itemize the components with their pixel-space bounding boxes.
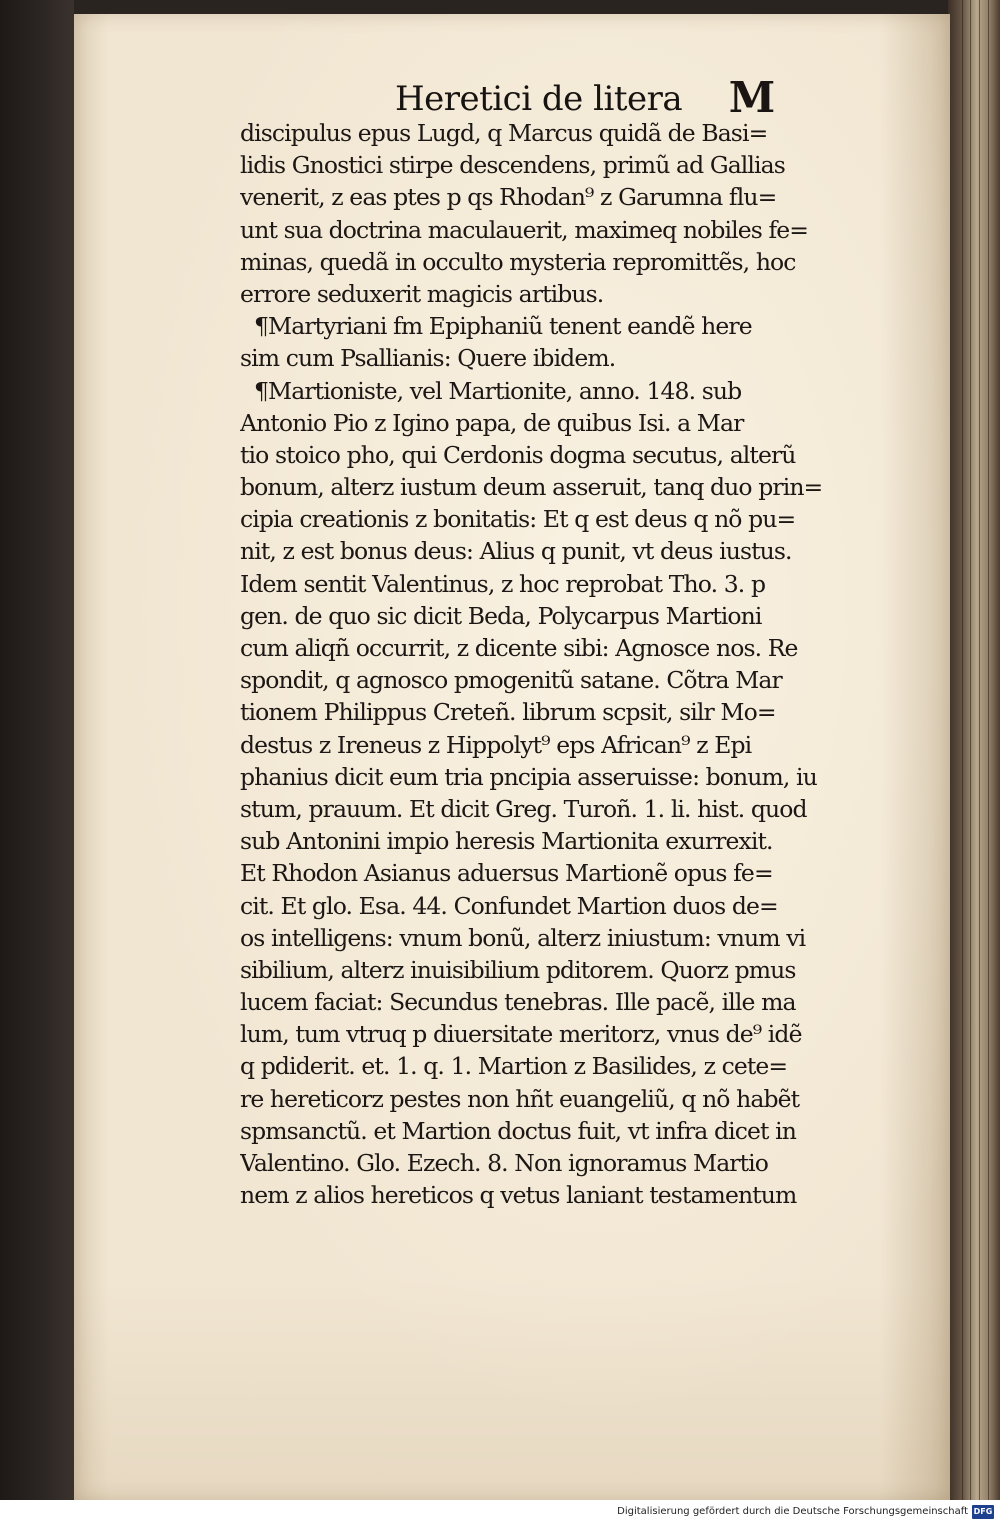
text-line: lidis Gnostici stirpe descendens, primũ ad Gallias [240,151,785,180]
text-line: Antonio Pio z Igino papa, de quibus Isi. a Mar [240,408,744,437]
text-line: destus z Ireneus z Hippolyt⁹ eps African⁹ z Epi [240,730,752,759]
funding-footer [0,1500,1000,1524]
text-line: Valentino. Glo. Ezech. 8. Non ignoramus Martio [240,1149,769,1177]
page-edge-line [979,0,980,1500]
text-line: nem z alios hereticos q vetus laniant testamentum [240,1181,797,1210]
book-spine-shadow [0,0,74,1500]
text-line: stum, prauum. Et dicit Greg. Turoñ. 1. li. hist. quod [240,794,807,823]
text-line: cit. Et glo. Esa. 44. Confundet Martion duos de= [240,891,778,920]
text-line: os intelligens: vnum bonũ, alterz iniustum: vnum vi [240,923,806,952]
text-line: Et Rhodon Asianus aduersus Martionẽ opus fe= [240,859,773,888]
text-line: bonum, alterz iustum deum asseruit, tanq duo prin= [240,473,823,502]
text-line: ¶Martyriani fm Epiphaniũ tenent eandẽ here [254,312,752,341]
page-edge-line [988,0,989,1500]
text-line: ¶Martioniste, vel Martionite, anno. 148. sub [254,376,742,405]
funding-notice: Digitalisierung gefördert durch die Deutsche Forschungsgemeinschaft [617,1506,968,1517]
text-line: cum aliqñ occurrit, z dicente sibi: Agnosce nos. Re [240,634,798,662]
text-line: discipulus epus Lugd, q Marcus quidã de Basi= [240,119,768,147]
text-line: tio stoico pho, qui Cerdonis dogma secutus, alterũ [240,440,796,469]
text-line: spmsanctũ. et Martion doctus fuit, vt infra dicet in [240,1116,796,1145]
running-head-text: Heretici de litera [395,79,683,119]
text-line: cipia creationis z bonitatis: Et q est deus q nõ pu= [240,505,796,534]
text-line: q pdiderit. et. 1. q. 1. Martion z Basilides, z cete= [240,1052,788,1081]
text-line: unt sua doctrina maculauerit, maximeq nobiles fe= [240,215,809,244]
text-line: nit, z est bonus deus: Alius q punit, vt deus iustus. [240,537,792,566]
text-line: phanius dicit eum tria pncipia asseruisse: bonum, iu [240,762,817,791]
dfg-logo-icon: DFG [972,1505,994,1519]
body-text [240,117,932,1211]
text-line: minas, quedã in occulto mysteria repromittẽs, hoc [240,247,796,276]
text-line: lucem faciat: Secundus tenebras. Ille pacẽ, ille ma [240,988,796,1017]
text-line: sub Antonini impio heresis Martionita exurrexit. [240,827,773,856]
text-line: tionem Philippus Creteñ. librum scpsit, silr Mo= [240,698,776,727]
section-initial-letter: M [728,72,776,122]
text-line: spondit, q agnosco pmogenitũ satane. Cõtra Mar [240,666,782,695]
text-line: errore seduxerit magicis artibus. [240,279,604,308]
text-line: gen. de quo sic dicit Beda, Polycarpus Martioni [240,601,762,630]
page-edge-line [962,0,963,1500]
text-line: lum, tum vtruq p diuersitate meritorz, vnus de⁹ idẽ [240,1020,802,1049]
text-line: sibilium, alterz inuisibilium pditorem. Quorz pmus [240,955,796,984]
text-line: sim cum Psallianis: Quere ibidem. [240,344,616,373]
text-line: Idem sentit Valentinus, z hoc reprobat Tho. 3. p [240,569,766,598]
adjacent-page-edge [948,0,1000,1500]
page-edge-line [970,0,971,1500]
text-line: re hereticorz pestes non hñt euangeliũ, q nõ habẽt [240,1084,800,1113]
text-line: venerit, z eas ptes p qs Rhodan⁹ z Garumna flu= [240,183,777,212]
